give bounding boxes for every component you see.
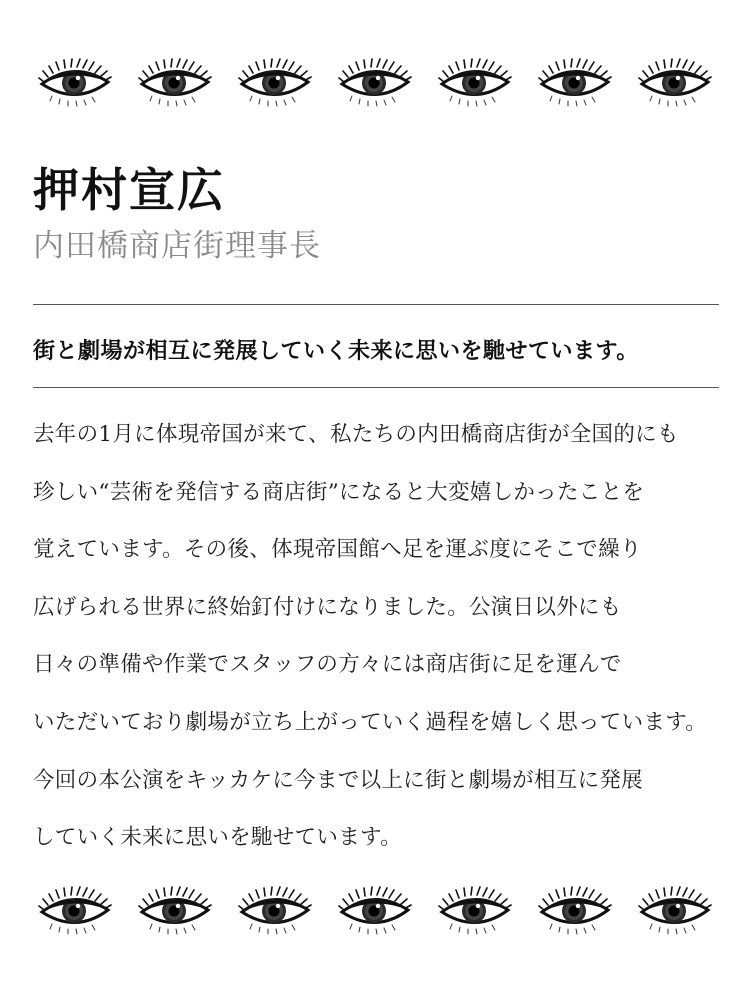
body-line: 覚えています。その後、体現帝国館へ足を運ぶ度にそこで繰り (33, 537, 642, 563)
bottom-eye-decoration (0, 886, 750, 936)
person-header (33, 160, 321, 266)
divider-bottom (33, 387, 719, 388)
body-line: 日々の準備や作業でスタッフの方々には商店街に足を運んで (33, 652, 622, 678)
eye-icon (638, 886, 712, 936)
eye-icon (338, 886, 412, 936)
body-line: していく未来に思いを馳せています。 (33, 825, 402, 851)
eye-icon (238, 58, 312, 108)
eye-icon (138, 886, 212, 936)
eye-icon (138, 58, 212, 108)
eye-icon (438, 58, 512, 108)
eye-icon (38, 58, 112, 108)
body-line: 去年の1月に体現帝国が来て、私たちの内田橋商店街が全国的にも (33, 422, 679, 447)
eye-icon (338, 58, 412, 108)
person-title: 内田橋商店街理事長 (33, 228, 321, 264)
eye-icon (538, 886, 612, 936)
person-name: 押村宣広 (33, 163, 225, 217)
body-line: いただいており劇場が立ち上がっていく過程を嬉しく思っています。 (33, 709, 708, 735)
body-line: 珍しい“芸術を発信する商店街”になると大変嬉しかったことを (33, 479, 645, 505)
eye-icon (238, 886, 312, 936)
message-body (33, 406, 723, 867)
body-line: 今回の本公演をキッカケに今まで以上に街と劇場が相互に発展 (33, 767, 643, 793)
eye-icon (438, 886, 512, 936)
eye-icon (38, 886, 112, 936)
top-eye-decoration (0, 58, 750, 108)
eye-icon (638, 58, 712, 108)
divider-top (33, 304, 719, 305)
headline: 街と劇場が相互に発展していく未来に思いを馳せています。 (33, 339, 639, 364)
body-line: 広げられる世界に終始釘付けになりました。公演日以外にも (33, 594, 622, 620)
eye-icon (538, 58, 612, 108)
